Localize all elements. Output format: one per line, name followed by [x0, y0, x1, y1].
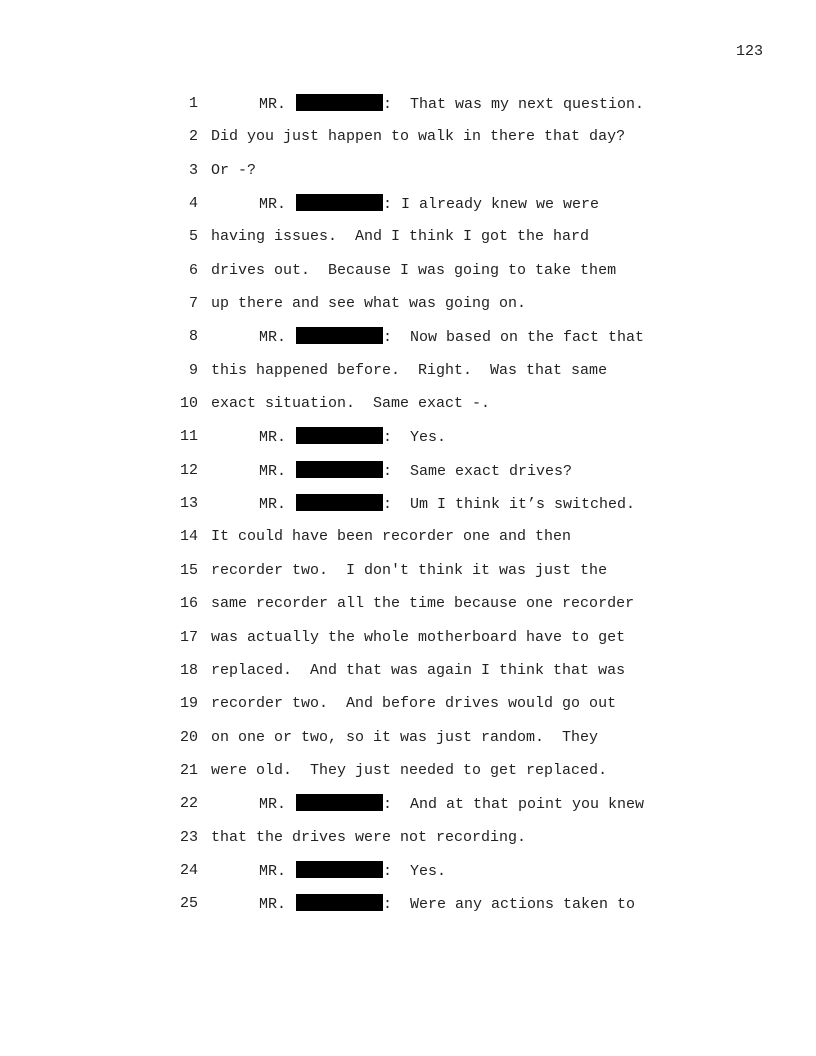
transcript-line	[0, 861, 816, 894]
spoken-text: : Now based on the fact that	[383, 329, 645, 347]
transcript-line	[0, 294, 816, 327]
transcript-line	[0, 127, 816, 160]
line-text	[259, 94, 644, 115]
line-text: It could have been recorder one and then	[211, 528, 572, 546]
line-number: 11	[179, 428, 198, 446]
spoken-text: : Um I think it’s switched.	[383, 496, 636, 514]
line-number: 15	[179, 561, 198, 579]
line-text	[259, 494, 635, 515]
transcript-line	[0, 561, 816, 594]
transcript-line	[0, 261, 816, 294]
line-number: 19	[179, 695, 198, 713]
line-text: on one or two, so it was just random. They	[211, 728, 599, 746]
line-number: 6	[188, 261, 198, 279]
line-text: replaced. And that was again I think that was	[211, 661, 626, 679]
line-number: 21	[179, 761, 198, 779]
transcript-line	[0, 461, 816, 494]
speaker-label: MR.	[259, 796, 287, 814]
line-number: 24	[179, 861, 198, 879]
speaker-label: MR.	[259, 196, 287, 214]
line-text: Did you just happen to walk in there that day?	[211, 128, 626, 146]
line-number: 8	[188, 328, 198, 346]
spoken-text: : Yes.	[383, 862, 447, 880]
speaker-label: MR.	[259, 862, 287, 880]
transcript-line	[0, 194, 816, 227]
line-text: exact situation. Same exact -.	[211, 395, 491, 413]
transcript-line	[0, 227, 816, 260]
line-number: 9	[188, 361, 198, 379]
transcript-line	[0, 527, 816, 560]
spoken-text: : I already knew we were	[383, 196, 600, 214]
line-text	[259, 794, 644, 815]
line-number: 7	[188, 295, 198, 313]
speaker-label: MR.	[259, 462, 287, 480]
line-number: 25	[179, 895, 198, 913]
line-text: that the drives were not recording.	[211, 828, 527, 846]
transcript-line	[0, 594, 816, 627]
line-text	[259, 861, 446, 882]
transcript-line	[0, 761, 816, 794]
line-number: 3	[188, 161, 198, 179]
redaction-bar	[296, 494, 383, 511]
spoken-text: : That was my next question.	[383, 96, 645, 113]
transcript-line	[0, 894, 816, 927]
line-text: Or -?	[211, 161, 257, 179]
line-text: recorder two. And before drives would go out	[211, 695, 617, 713]
speaker-label: MR.	[259, 96, 287, 113]
transcript-line	[0, 728, 816, 761]
line-number: 12	[179, 461, 198, 479]
speaker-label: MR.	[259, 896, 287, 914]
line-text	[259, 461, 572, 482]
line-text: up there and see what was going on.	[211, 295, 527, 313]
redaction-bar	[296, 327, 383, 344]
spoken-text: : Same exact drives?	[383, 462, 573, 480]
line-text: drives out. Because I was going to take them	[211, 261, 617, 279]
line-number: 10	[179, 395, 198, 413]
line-number: 5	[188, 228, 198, 246]
transcript-line	[0, 828, 816, 861]
line-text: having issues. And I think I got the hard	[211, 228, 590, 246]
transcript-line	[0, 494, 816, 527]
redaction-bar	[296, 94, 383, 111]
line-text: this happened before. Right. Was that same	[211, 361, 608, 379]
speaker-label: MR.	[259, 496, 287, 514]
transcript-line	[0, 794, 816, 827]
spoken-text: : Were any actions taken to	[383, 896, 636, 914]
redaction-bar	[296, 427, 383, 444]
line-number: 14	[179, 528, 198, 546]
spoken-text: : And at that point you knew	[383, 796, 645, 814]
line-number: 16	[179, 595, 198, 613]
line-text	[259, 327, 644, 348]
transcript-line	[0, 161, 816, 194]
line-number: 1	[188, 95, 198, 112]
redaction-bar	[296, 894, 383, 911]
speaker-label: MR.	[259, 329, 287, 347]
line-number: 4	[188, 195, 198, 213]
transcript-line	[0, 427, 816, 460]
line-number: 22	[179, 795, 198, 813]
line-number: 2	[188, 128, 198, 146]
speaker-label: MR.	[259, 429, 287, 447]
line-text	[259, 894, 635, 915]
page-number: 123	[735, 43, 763, 60]
line-number: 13	[179, 495, 198, 513]
transcript-line	[0, 327, 816, 360]
line-number: 23	[179, 828, 198, 846]
line-text: was actually the whole motherboard have to get	[211, 628, 626, 646]
transcript-body	[0, 94, 816, 928]
redaction-bar	[296, 794, 383, 811]
redaction-bar	[296, 194, 383, 211]
redaction-bar	[296, 861, 383, 878]
spoken-text: : Yes.	[383, 429, 447, 447]
line-text: recorder two. I don't think it was just the	[211, 561, 608, 579]
redaction-bar	[296, 461, 383, 478]
line-number: 20	[179, 728, 198, 746]
line-text: were old. They just needed to get replaced.	[211, 761, 608, 779]
line-text	[259, 194, 599, 215]
line-number: 17	[179, 628, 198, 646]
transcript-line	[0, 394, 816, 427]
transcript-line	[0, 628, 816, 661]
transcript-line	[0, 694, 816, 727]
line-number: 18	[179, 661, 198, 679]
transcript-line	[0, 661, 816, 694]
transcript-line	[0, 361, 816, 394]
line-text	[259, 427, 446, 448]
transcript-line	[0, 94, 816, 127]
line-text: same recorder all the time because one recorder	[211, 595, 635, 613]
